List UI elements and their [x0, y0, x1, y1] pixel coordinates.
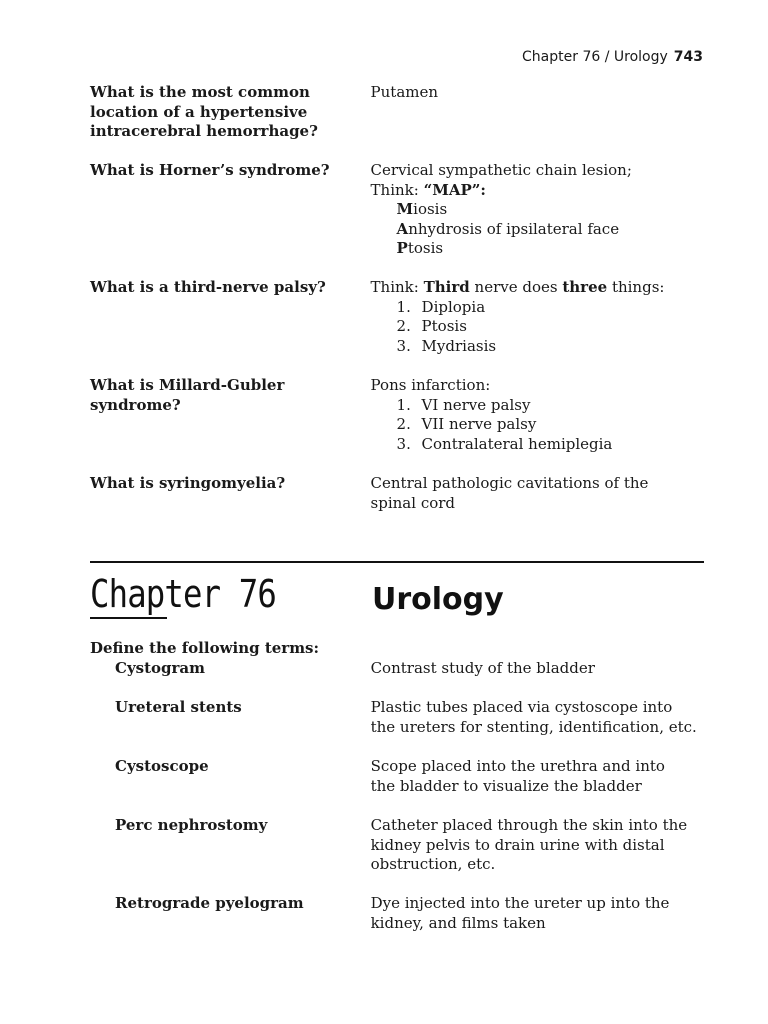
question: [90, 376, 371, 454]
answer: [371, 474, 710, 513]
term: Cystogram: [115, 659, 206, 677]
qa-item-horner: [90, 161, 710, 259]
mnemonic-rest: tosis: [407, 239, 444, 257]
term-item-cystoscope: [90, 757, 710, 796]
answer-line: Pons infarction:: [370, 376, 491, 394]
list-number: 2.: [396, 415, 411, 433]
answer-line: [371, 181, 710, 201]
answer: [371, 161, 710, 259]
chapter-label-underline: [90, 617, 167, 619]
running-title: Chapter 76 / Urology: [522, 49, 668, 65]
term: Retrograde pyelogram: [115, 894, 304, 912]
list-text: Ptosis: [421, 317, 467, 335]
chapter-title: Urology: [372, 582, 504, 617]
term: Perc nephrostomy: [115, 816, 268, 834]
definition: [371, 757, 710, 796]
definition-line: Scope placed into the urethra and into: [370, 757, 665, 775]
list-text: Contralateral hemiplegia: [421, 434, 613, 453]
mnemonic-rest: nhydrosis of ipsilateral face: [408, 219, 620, 238]
qa-item-syringomyelia: [90, 474, 710, 513]
definition: [371, 894, 710, 933]
question-line: What is syringomyelia?: [90, 474, 286, 492]
question-line: intracerebral hemorrhage?: [90, 122, 318, 140]
definition: [371, 698, 710, 737]
list-text: Mydriasis: [421, 336, 497, 355]
list-text: VII nerve palsy: [421, 415, 537, 433]
list-text: VI nerve palsy: [421, 395, 531, 414]
question-line: What is Horner’s syndrome?: [90, 161, 330, 179]
answer-line: Putamen: [370, 83, 439, 101]
question-line: location of a hypertensive: [90, 102, 308, 121]
definition-line: Catheter placed through the skin into the: [370, 816, 688, 834]
question-line: What is a third-nerve palsy?: [90, 278, 326, 296]
definition-line: kidney pelvis to drain urine with distal: [370, 835, 665, 854]
question: [90, 278, 371, 356]
mnemonic-letter: A: [396, 219, 409, 238]
running-header: [522, 49, 703, 65]
list-text: Diplopia: [421, 297, 486, 316]
term-item-ureteral-stents: [90, 698, 710, 737]
answer: [371, 278, 710, 356]
definition: [371, 816, 710, 875]
answer-bold: three: [562, 278, 608, 296]
definition: [371, 659, 710, 679]
mnemonic-rest: iosis: [413, 200, 448, 218]
answer-line: Cervical sympathetic chain lesion;: [370, 161, 632, 179]
definition-line: the ureters for stenting, identification, etc.: [370, 717, 697, 736]
term-item-retrograde-pyelogram: [90, 894, 710, 933]
list-item: [371, 435, 710, 455]
qa-item-hemorrhage: [90, 83, 710, 142]
list-item: [371, 337, 710, 357]
chapter-label: Chapter 76: [90, 572, 276, 616]
define-heading: Define the following terms:: [90, 639, 320, 657]
term: Ureteral stents: [115, 698, 242, 716]
answer-text: things:: [607, 278, 665, 296]
term-item-cystogram: [90, 659, 710, 679]
definition-line: Dye injected into the ureter up into the: [370, 894, 670, 912]
list-number: 1.: [396, 297, 411, 316]
question: [90, 474, 371, 513]
list-number: 3.: [396, 434, 411, 453]
question: [90, 161, 371, 259]
answer-line: [371, 278, 710, 298]
definition-line: Contrast study of the bladder: [370, 659, 595, 677]
question-line: syndrome?: [90, 395, 181, 414]
list-item: [371, 415, 710, 435]
question-line: What is the most common: [90, 83, 310, 101]
list-item: [371, 396, 710, 416]
mnemonic-line: [371, 239, 710, 259]
question: [90, 83, 371, 142]
answer-line: spinal cord: [370, 493, 456, 512]
answer-bold: Third: [423, 278, 470, 296]
definition-line: Plastic tubes placed via cystoscope into: [370, 698, 673, 716]
list-number: 1.: [396, 395, 411, 414]
list-item: [371, 317, 710, 337]
mnemonic-letter: M: [396, 200, 414, 218]
definition-line: the bladder to visualize the bladder: [370, 776, 642, 795]
think-label: Think:: [370, 180, 424, 199]
qa-item-millard-gubler: [90, 376, 710, 454]
answer-text: Think:: [370, 278, 424, 296]
qa-item-third-nerve: [90, 278, 710, 356]
question-line: What is Millard-Gubler: [90, 376, 285, 394]
answer-line: Central pathologic cavitations of the: [370, 474, 649, 492]
list-number: 3.: [396, 336, 411, 355]
chapter-divider: [90, 561, 704, 563]
mnemonic-line: [371, 200, 710, 220]
answer-text: nerve does: [469, 278, 563, 296]
page-number: 743: [673, 49, 703, 65]
list-number: 2.: [396, 317, 411, 335]
list-item: [371, 298, 710, 318]
mnemonic-line: [371, 220, 710, 240]
mnemonic-letter: P: [396, 239, 408, 257]
definition-line: obstruction, etc.: [370, 855, 496, 873]
term-item-perc-nephrostomy: [90, 816, 710, 875]
term: Cystoscope: [115, 757, 209, 775]
answer: [371, 376, 710, 454]
mnemonic-word: “MAP”:: [423, 180, 486, 199]
definition-line: kidney, and films taken: [370, 913, 546, 932]
answer: [371, 83, 710, 142]
